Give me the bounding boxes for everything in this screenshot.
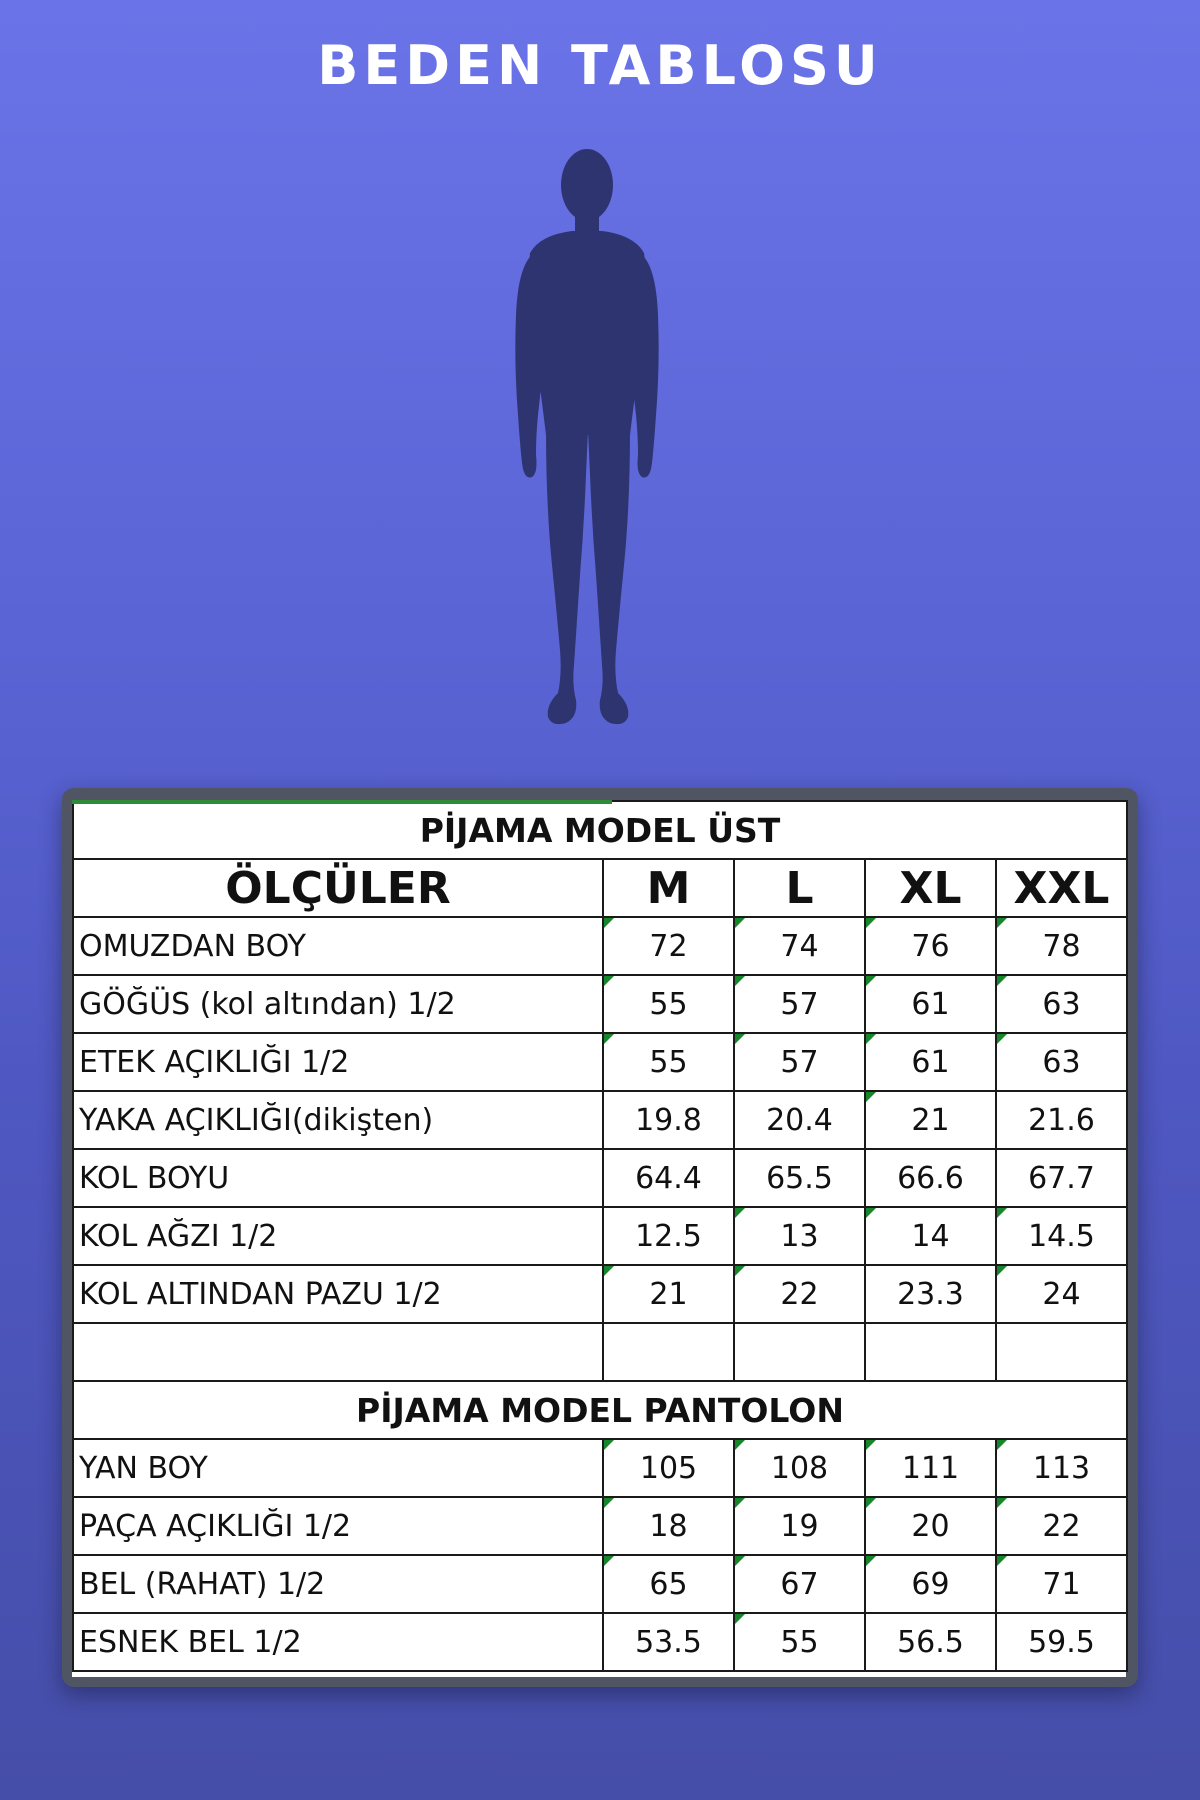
value-cell: 23.3 <box>865 1265 996 1323</box>
header-row <box>73 859 1127 917</box>
empty-cell <box>996 1323 1127 1381</box>
table-row <box>73 1207 1127 1265</box>
table-row <box>73 975 1127 1033</box>
value-cell: 14.5 <box>996 1207 1127 1265</box>
value-cell: 111 <box>865 1439 996 1497</box>
table-row <box>73 1555 1127 1613</box>
row-label: KOL ALTINDAN PAZU 1/2 <box>73 1265 603 1323</box>
value-cell: 21 <box>603 1265 734 1323</box>
value-cell: 66.6 <box>865 1149 996 1207</box>
size-chart-card <box>62 788 1138 1687</box>
row-label: KOL BOYU <box>73 1149 603 1207</box>
section-title-row <box>73 801 1127 859</box>
value-cell: 12.5 <box>603 1207 734 1265</box>
value-cell: 53.5 <box>603 1613 734 1671</box>
value-cell: 20.4 <box>734 1091 865 1149</box>
row-label: ETEK AÇIKLIĞI 1/2 <box>73 1033 603 1091</box>
sheet-top-accent-line <box>72 800 612 804</box>
value-cell: 55 <box>603 975 734 1033</box>
empty-cell <box>865 1323 996 1381</box>
value-cell: 22 <box>996 1497 1127 1555</box>
table-row <box>73 1439 1127 1497</box>
row-label: YAKA AÇIKLIĞI(dikişten) <box>73 1091 603 1149</box>
size-header-xl: XL <box>865 859 996 917</box>
value-cell: 24 <box>996 1265 1127 1323</box>
value-cell: 71 <box>996 1555 1127 1613</box>
value-cell: 18 <box>603 1497 734 1555</box>
row-label: OMUZDAN BOY <box>73 917 603 975</box>
table-row <box>73 1613 1127 1671</box>
empty-cell <box>603 1323 734 1381</box>
table-row <box>73 917 1127 975</box>
size-header-m: M <box>603 859 734 917</box>
table-row <box>73 1091 1127 1149</box>
value-cell: 67.7 <box>996 1149 1127 1207</box>
value-cell: 72 <box>603 917 734 975</box>
empty-row <box>73 1323 1127 1381</box>
table-row <box>73 1149 1127 1207</box>
value-cell: 55 <box>603 1033 734 1091</box>
value-cell: 22 <box>734 1265 865 1323</box>
value-cell: 57 <box>734 975 865 1033</box>
section-title-row <box>73 1381 1127 1439</box>
size-header-xxl: XXL <box>996 859 1127 917</box>
value-cell: 63 <box>996 1033 1127 1091</box>
row-label: ESNEK BEL 1/2 <box>73 1613 603 1671</box>
top-section-title: PİJAMA MODEL ÜST <box>73 801 1127 859</box>
value-cell: 21.6 <box>996 1091 1127 1149</box>
row-label: PAÇA AÇIKLIĞI 1/2 <box>73 1497 603 1555</box>
measurements-header: ÖLÇÜLER <box>73 859 603 917</box>
table-row <box>73 1265 1127 1323</box>
value-cell: 64.4 <box>603 1149 734 1207</box>
value-cell: 105 <box>603 1439 734 1497</box>
size-table <box>72 800 1128 1672</box>
row-label: KOL AĞZI 1/2 <box>73 1207 603 1265</box>
value-cell: 74 <box>734 917 865 975</box>
size-header-l: L <box>734 859 865 917</box>
value-cell: 61 <box>865 975 996 1033</box>
value-cell: 108 <box>734 1439 865 1497</box>
empty-cell <box>734 1323 865 1381</box>
value-cell: 69 <box>865 1555 996 1613</box>
value-cell: 65.5 <box>734 1149 865 1207</box>
value-cell: 78 <box>996 917 1127 975</box>
human-silhouette-icon <box>500 145 675 730</box>
value-cell: 59.5 <box>996 1613 1127 1671</box>
value-cell: 19.8 <box>603 1091 734 1149</box>
value-cell: 13 <box>734 1207 865 1265</box>
value-cell: 57 <box>734 1033 865 1091</box>
page-title: BEDEN TABLOSU <box>317 34 883 97</box>
table-row <box>73 1497 1127 1555</box>
value-cell: 61 <box>865 1033 996 1091</box>
value-cell: 67 <box>734 1555 865 1613</box>
value-cell: 113 <box>996 1439 1127 1497</box>
value-cell: 65 <box>603 1555 734 1613</box>
row-label: YAN BOY <box>73 1439 603 1497</box>
value-cell: 76 <box>865 917 996 975</box>
value-cell: 63 <box>996 975 1127 1033</box>
value-cell: 14 <box>865 1207 996 1265</box>
value-cell: 21 <box>865 1091 996 1149</box>
bottom-section-title: PİJAMA MODEL PANTOLON <box>73 1381 1127 1439</box>
value-cell: 56.5 <box>865 1613 996 1671</box>
value-cell: 55 <box>734 1613 865 1671</box>
empty-cell <box>73 1323 603 1381</box>
row-label: BEL (RAHAT) 1/2 <box>73 1555 603 1613</box>
size-chart-sheet <box>72 800 1126 1677</box>
value-cell: 20 <box>865 1497 996 1555</box>
value-cell: 19 <box>734 1497 865 1555</box>
table-row <box>73 1033 1127 1091</box>
row-label: GÖĞÜS (kol altından) 1/2 <box>73 975 603 1033</box>
